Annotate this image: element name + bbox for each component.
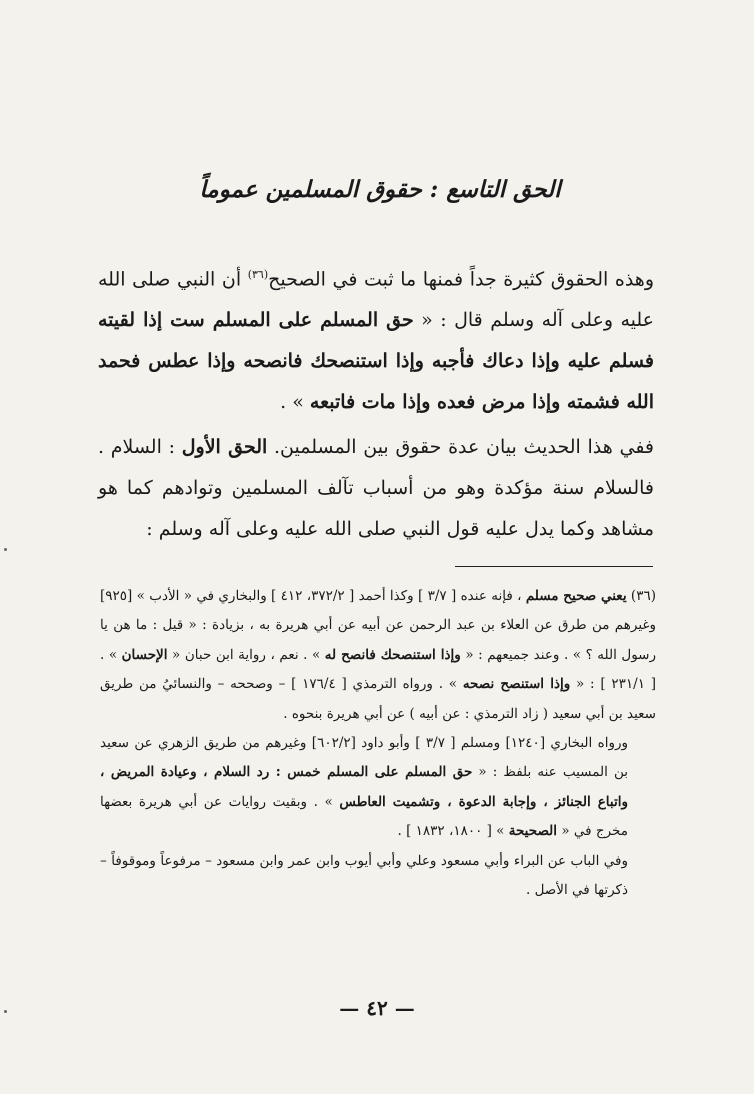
para1-lead: أن النبي صلى الله عليه وعلى آله وسلم قال : « xyxy=(98,268,654,332)
first-right-label: الحق الأول xyxy=(181,436,268,458)
hadith-text: حق المسلم على المسلم ست إذا لقيته فسلم عليه وإذا دعاك فأجبه وإذا استنصحك فانصحه وإذا عطس فحمد الله فشمته وإذا مرض فعده وإذا مات فاتبعه xyxy=(98,309,655,414)
scan-speck xyxy=(4,1010,7,1013)
footnote-bold: الصحيحة xyxy=(508,823,558,840)
footnote-bold: يعني صحيح مسلم xyxy=(525,588,627,604)
footnote-divider xyxy=(455,566,653,567)
footnote-bold: وإذا استنصحك فانصح له xyxy=(324,646,461,663)
footnote-text: » [ ١٨٠٠، ١٨٣٢ ] . xyxy=(397,823,509,840)
footnote-bold: وإذا استنصح نصحه xyxy=(462,676,571,693)
scan-speck xyxy=(4,548,7,551)
section-heading: الحق التاسع : حقوق المسلمين عموماً xyxy=(199,176,561,203)
footnote-text: » . ورواه الترمذي [ ١٧٦/٤ ] – وصححه – والنسائيُ من طريق سعيد بن أبي سعيد ( زاد الترمذي : عن أبيه ) عن أبي هريرة بنحوه . xyxy=(100,676,656,722)
footnote-text: » . نعم ، رواية ابن حبان « xyxy=(167,646,325,663)
paragraph-hadith xyxy=(98,254,654,423)
footnote-text: » . وبقيت روايات عن أبي هريرة بعضها مخرج في « xyxy=(100,793,628,840)
para1-close: » . xyxy=(280,391,310,414)
footnote-text: ورواه البخاري [١٢٤٠] ومسلم [ ٣/٧ ] وأبو داود [٦٠٢/٢] وغيرهم من طريق الزهري عن سعيد بن المسيب عنه بلفظ : « xyxy=(100,735,629,781)
footnote-paragraph-2 xyxy=(100,729,656,847)
footnote-text: » . [ ٢٣١/١ ] : « xyxy=(100,646,657,693)
footnote-ref: (٣٦) xyxy=(247,268,269,281)
para1-intro: وهذه الحقوق كثيرة جداً فمنها ما ثبت في الصحيح xyxy=(268,268,654,291)
footnote-number: (٣٦) xyxy=(626,588,656,604)
paragraph-first-right xyxy=(98,427,654,550)
footnote-paragraph-3: وفي الباب عن البراء وأبي مسعود وعلي وأبي أيوب وابن عمر وابن مسعود – مرفوعاً وموقوفاً – ذكرتها في الأصل . xyxy=(100,852,628,899)
footnote-text: ، فإنه عنده [ ٣/٧ ] وكذا أحمد [ ٣٧٢/٢، ٤١٢ ] والبخاري في « الأدب » [٩٢٥] وغيرهم من طرق عن العلاء بن عبد الرحمن عن أبيه عن أبي هريرة به ، بزيادة : « قيل : ما هن يا رسول الله ؟ » . وعند جميعهم : « xyxy=(100,588,657,663)
para2-text2: : السلام . فالسلام سنة مؤكدة وهو من أسباب تآلف المسلمين وتوادهم كما هو مشاهد وكما يدل عليه قول النبي صلى الله عليه وعلى آله وسلم : xyxy=(98,436,654,540)
footnote-bold: الإحسان xyxy=(121,646,168,663)
footnote-bold: حق المسلم على المسلم خمس : رد السلام ، وعيادة المريض ، واتباع الجنائز ، وإجابة الدعوة ، وتشميت العاطس xyxy=(100,764,629,810)
footnotes xyxy=(100,582,656,905)
para2-text1: ففي هذا الحديث بيان عدة حقوق بين المسلمين. xyxy=(267,436,655,458)
footnote-36 xyxy=(100,582,656,729)
page-number: — ٤٢ — xyxy=(339,996,415,1020)
